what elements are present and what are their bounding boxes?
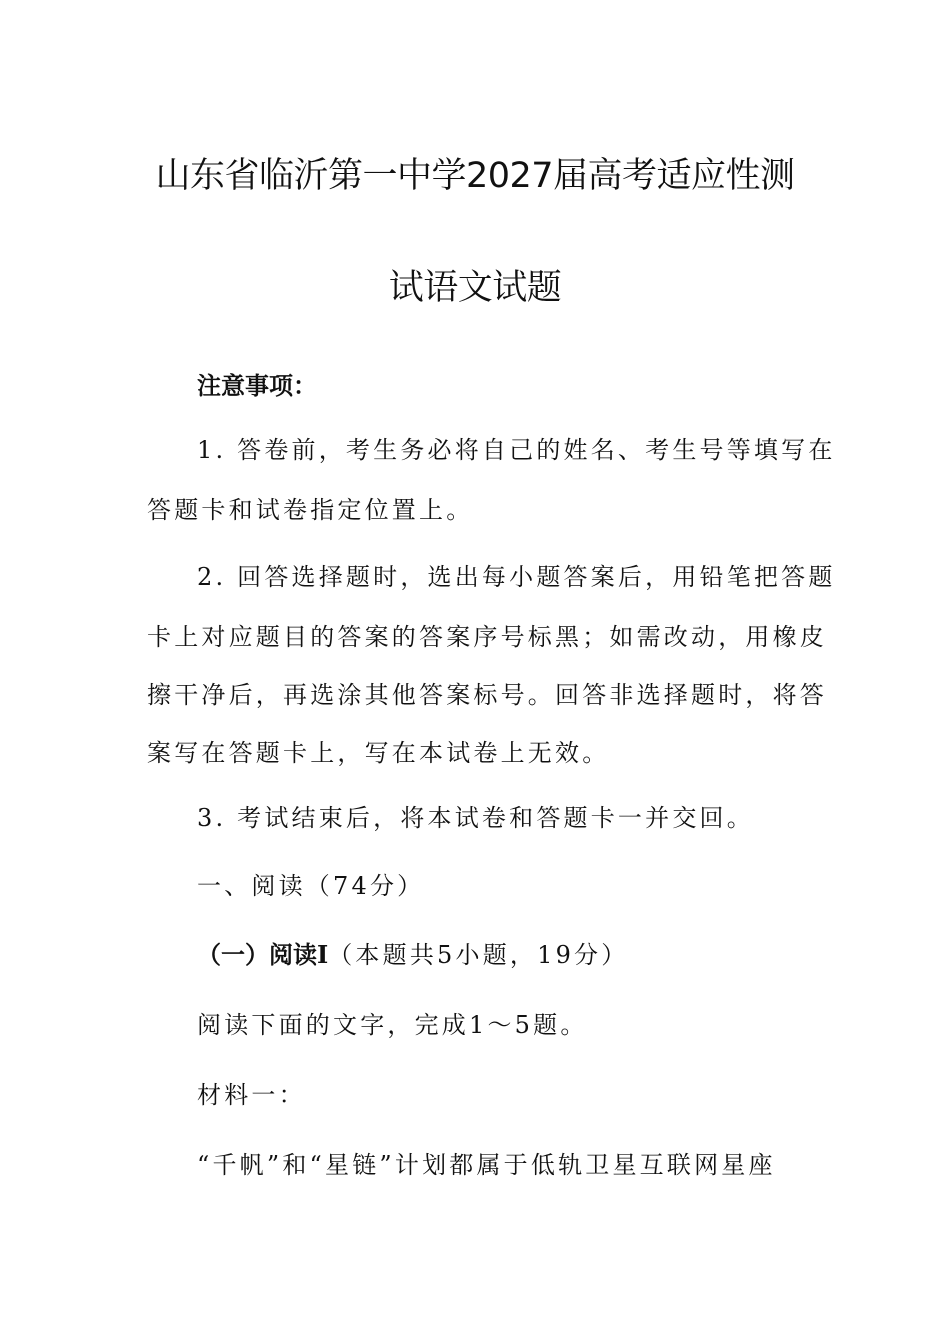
sub-section-title: （一）阅读Ⅰ [197,940,329,969]
notice-item-2-line-3: 擦干净后，再选涂其他答案标号。回答非选择题时，将答 [147,681,827,709]
material-label: 材料一： [197,1081,306,1109]
notice-item-2-line-4: 案写在答题卡上，写在本试卷上无效。 [147,739,610,767]
notice-item-2-line-1: 2. 回答选择题时，选出每小题答案后，用铅笔把答题 [197,563,836,591]
notice-item-2-line-2: 卡上对应题目的答案的答案序号标黑；如需改动，用橡皮 [147,623,827,651]
notice-item-1-line-1: 1. 答卷前，考生务必将自己的姓名、考生号等填写在 [197,436,836,464]
material-text-line-1: “千帆”和“星链”计划都属于低轨卫星互联网星座 [197,1151,776,1179]
sub-section-note: （本题共5小题，19分） [328,941,629,969]
notice-item-1-line-2: 答题卡和试卷指定位置上。 [147,496,474,524]
reading-instruction: 阅读下面的文字，完成1～5题。 [197,1011,588,1039]
sub-section-heading [197,935,628,970]
section-heading: 一、阅读（74分） [197,872,425,900]
document-title-line-2: 试语文试题 [388,268,562,308]
notice-heading: 注意事项： [197,371,317,400]
notice-item-3: 3. 考试结束后，将本试卷和答题卡一并交回。 [197,804,754,832]
document-title-line-1: 山东省临沂第一中学2027届高考适应性测 [155,156,795,196]
